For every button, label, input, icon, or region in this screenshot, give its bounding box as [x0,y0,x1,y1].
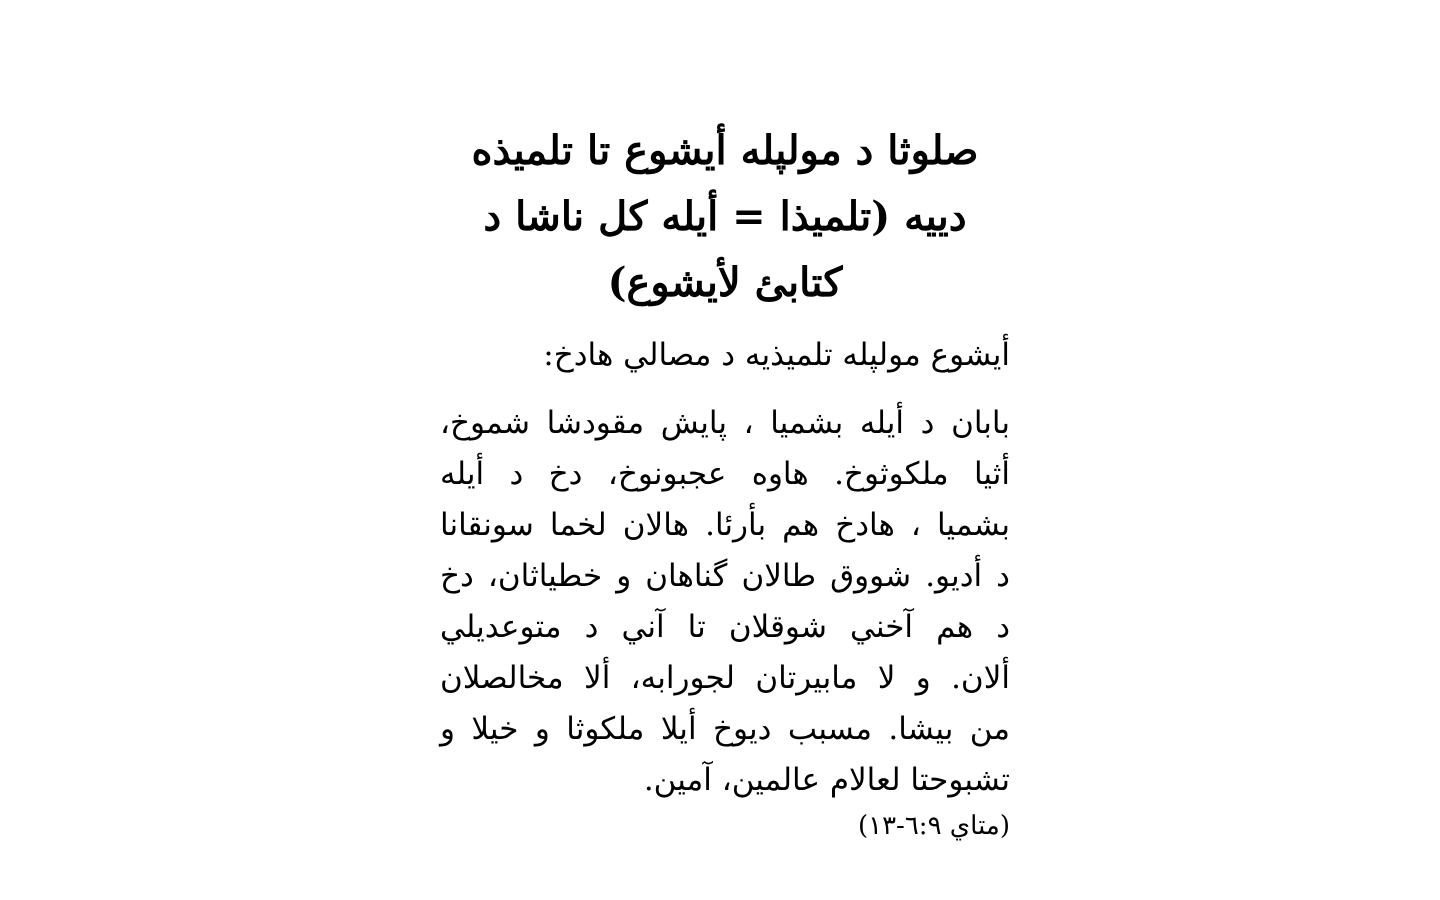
title-line: صلوثا د مولپله أيشوع تا تلميذه [471,127,979,174]
prayer-line: د هم آخني شوقلان تا آني د متوعديلي [440,609,1010,645]
prayer-body [440,398,1010,806]
prayer-line: بابان د أيله بشميا ، پايش مقودشا شموخ، [440,405,1010,441]
prayer-text-block [440,118,1010,846]
document-title [440,118,1010,316]
prayer-line: ألان. و لا مابيرتان لجورابه، ألا مخالصلان [440,660,1010,696]
scripture-reference: (متاي ٦:٩-١٣) [857,811,1010,841]
prayer-line: تشبوحتا لعالام عالمين، آمين. [643,762,1010,798]
title-line: كتابئ لأيشوع) [607,259,843,306]
prayer-line: أثيا ملكوثوخ. هاوه عجبونوخ، دخ د أيله [440,456,1010,492]
prayer-line: د أديو. شووق طالان گناهان و خطياثان، دخ [440,558,1010,594]
title-line: دييه (تلميذا = أيله كل ناشا د [483,193,967,240]
prayer-line: بشميا ، هادخ هم بأرئا. هالان لخما سونقانا [440,507,1010,543]
prayer-line: من بيشا. مسبب ديوخ أيلا ملكوثا و خيلا و [440,711,1010,747]
intro-line: أيشوع مولپله تلميذيه د مصالي هادخ: [543,337,1010,373]
